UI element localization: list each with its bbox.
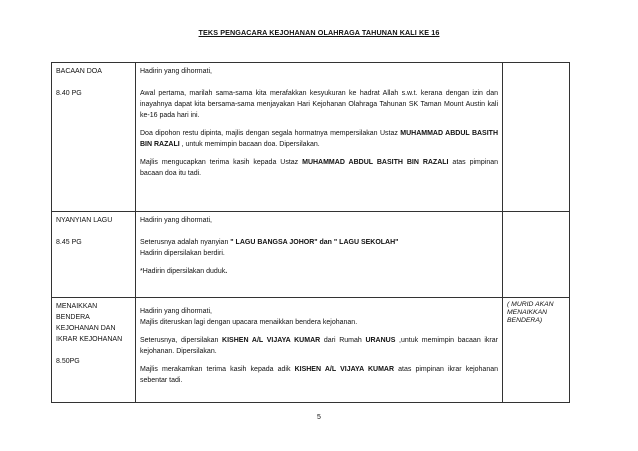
item-label: MENAIKKAN BENDERA — [56, 303, 98, 321]
item-label: IKRAR KEJOHANAN — [56, 336, 123, 343]
item-time: 8.50PG — [56, 358, 80, 365]
table-row — [52, 212, 570, 298]
greeting: Hadirin yang dihormati, — [140, 68, 212, 75]
paragraph: Seterusnya adalah nyanyian " LAGU BANGSA JOHOR" dan " LAGU SEKOLAH" — [140, 239, 399, 246]
note-cell — [503, 212, 570, 298]
paragraph: Seterusnya, dipersilakan KISHEN A/L VIJAYA KUMAR dari Rumah URANUS ,untuk memimpin bacaan ikrar kejohanan. Dipersilakan. — [140, 337, 498, 355]
note-cell — [503, 298, 570, 403]
student-name: KISHEN A/L VIJAYA KUMAR — [222, 337, 321, 344]
page-number: 5 — [317, 414, 321, 421]
item-label: NYANYIAN LAGU — [56, 217, 113, 224]
note-cell — [503, 63, 570, 212]
paragraph: Hadirin dipersilakan berdiri. — [140, 250, 225, 257]
item-label: BACAAN DOA — [56, 68, 102, 75]
item-label: KEJOHANAN DAN — [56, 325, 116, 332]
paragraph: Doa dipohon restu dipinta, majlis dengan segala hormatnya mempersilakan Ustaz MUHAMMAD ABDUL BASITH BIN RAZALI , untuk memimpin bacaan doa. Dipersilakan. — [140, 130, 498, 148]
item-time: 8.40 PG — [56, 90, 82, 97]
script-cell — [136, 63, 503, 212]
paragraph: Majlis merakamkan terima kasih kepada adik KISHEN A/L VIJAYA KUMAR atas pimpinan ikrar kejohanan sebentar tadi. — [140, 366, 498, 384]
item-cell — [52, 298, 136, 403]
script-cell — [136, 212, 503, 298]
script-table — [51, 62, 570, 403]
item-time: 8.45 PG — [56, 239, 82, 246]
paragraph: Majlis mengucapkan terima kasih kepada Ustaz MUHAMMAD ABDUL BASITH BIN RAZALI atas pimpinan bacaan doa itu tadi. — [140, 159, 499, 177]
greeting: Hadirin yang dihormati, — [140, 217, 212, 224]
greeting: Hadirin yang dihormati, — [140, 308, 212, 315]
item-cell — [52, 212, 136, 298]
paragraph: Majlis diteruskan lagi dengan upacara menaikkan bendera kejohanan. — [140, 319, 358, 326]
house-name: URANUS — [365, 337, 396, 344]
document-title: TEKS PENGACARA KEJOHANAN OLAHRAGA TAHUNAN KALI KE 16 — [198, 28, 440, 37]
item-cell — [52, 63, 136, 212]
stage-note: ( MURID AKAN MENAIKKAN BENDERA) — [507, 301, 554, 324]
script-cell — [136, 298, 503, 403]
song-titles: " LAGU BANGSA JOHOR" dan " LAGU SEKOLAH" — [230, 239, 399, 246]
guest-name: MUHAMMAD ABDUL BASITH BIN RAZALI — [140, 130, 498, 148]
table-row — [52, 63, 570, 212]
guest-name: MUHAMMAD ABDUL BASITH BIN RAZALI — [302, 159, 449, 166]
paragraph: *Hadirin dipersilakan duduk. — [140, 268, 228, 275]
student-name: KISHEN A/L VIJAYA KUMAR — [294, 366, 395, 373]
table-row — [52, 298, 570, 403]
paragraph: Awal pertama, marilah sama-sama kita merafakkan kesyukuran ke hadrat Allah s.w.t. kerana dengan izin dan inayahnya dapat kita bersama-sama menjayakan Hari Kejohanan Olahraga Tahunan SK Taman Mount Austin kali ke-16 pada hari ini. — [140, 90, 498, 119]
